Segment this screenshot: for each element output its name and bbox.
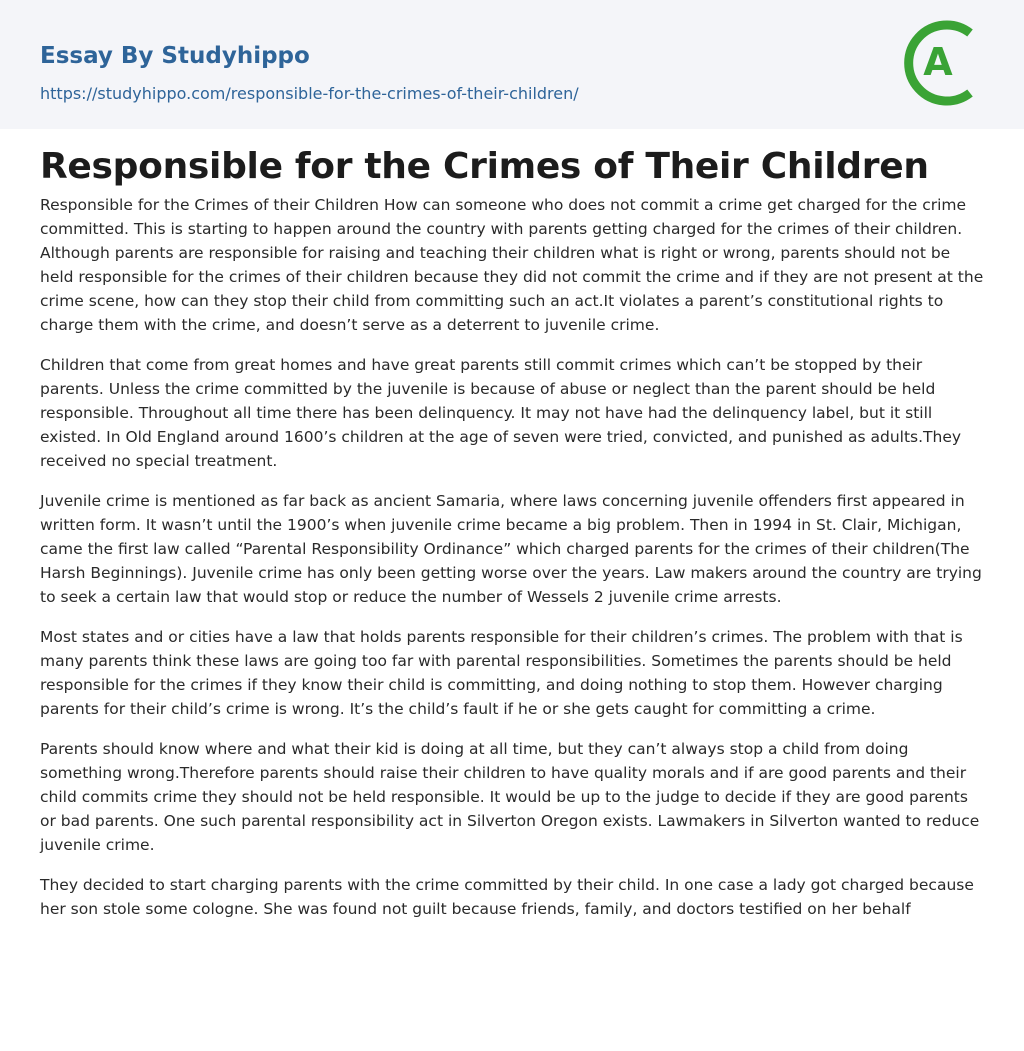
- paragraph-5: Parents should know where and what their kid is doing at all time, but they can’t always stop a child from doing something wrong.Therefore parents should raise their children to have quality morals and if are good parents and their child commits crime they should not be held responsible. It would be up to the judge to decide if they are good parents or bad parents. One such parental responsibility act in Silverton Oregon exists. Lawmakers in Silverton wanted to reduce juvenile crime.: [40, 740, 980, 854]
- paragraph-1: Responsible for the Crimes of their Children How can someone who does not commit a crime get charged for the crime committed. This is starting to happen around the country with parents getting charged for the crimes of their children. Although parents are responsible for raising and teaching their children what is right or wrong, parents should not be held responsible for the crimes of their children because they did not commit the crime and if they are not present at the crime scene, how can they stop their child from committing such an act.It violates a parent’s constitutional rights to charge them with the crime, and doesn’t serve as a deterrent to juvenile crime.: [40, 196, 984, 334]
- paragraph-6: They decided to start charging parents with the crime committed by their child. In one case a lady got charged because her son stole some cologne. She was found not guilt because friends, family, and doctors testified on her behalf: [40, 876, 974, 918]
- logo-letter: A: [923, 40, 953, 84]
- paragraph-2: Children that come from great homes and have great parents still commit crimes which can’t be stopped by their parents. Unless the crime committed by the juvenile is because of abuse or neglect than the parent should be held responsible. Throughout all time there has been delinquency. It may not have had the delinquency label, but it still existed. In Old England around 1600’s children at the age of seven were tried, convicted, and punished as adults.They received no special treatment.: [40, 356, 962, 470]
- paragraph-3: Juvenile crime is mentioned as far back as ancient Samaria, where laws concerning juvenile offenders first appeared in written form. It wasn’t until the 1900’s when juvenile crime became a big problem. Then in 1994 in St. Clair, Michigan, came the first law called “Parental Responsibility Ordinance” which charged parents for the crimes of their children(The Harsh Beginnings). Juvenile crime has only been getting worse over the years. Law makers around the country are trying to seek a certain law that would stop or reduce the number of Wessels 2 juvenile crime arrests.: [40, 492, 982, 606]
- article-url-link[interactable]: https://studyhippo.com/responsible-for-the-crimes-of-their-children/: [40, 84, 579, 103]
- page-title: Responsible for the Crimes of Their Children: [40, 146, 929, 187]
- brand-title[interactable]: Essay By Studyhippo: [40, 43, 310, 69]
- site-header: [0, 0, 1024, 129]
- article: [0, 145, 1024, 921]
- paragraph-4: Most states and or cities have a law that holds parents responsible for their children’s crimes. The problem with that is many parents think these laws are going too far with parental responsibilities. Sometimes the parents should be held responsible for the crimes if they know their child is committing, and doing nothing to stop them. However charging parents for their child’s crime is wrong. It’s the child’s fault if he or she gets caught for committing a crime.: [40, 628, 963, 718]
- studyhippo-logo-icon[interactable]: [898, 19, 986, 107]
